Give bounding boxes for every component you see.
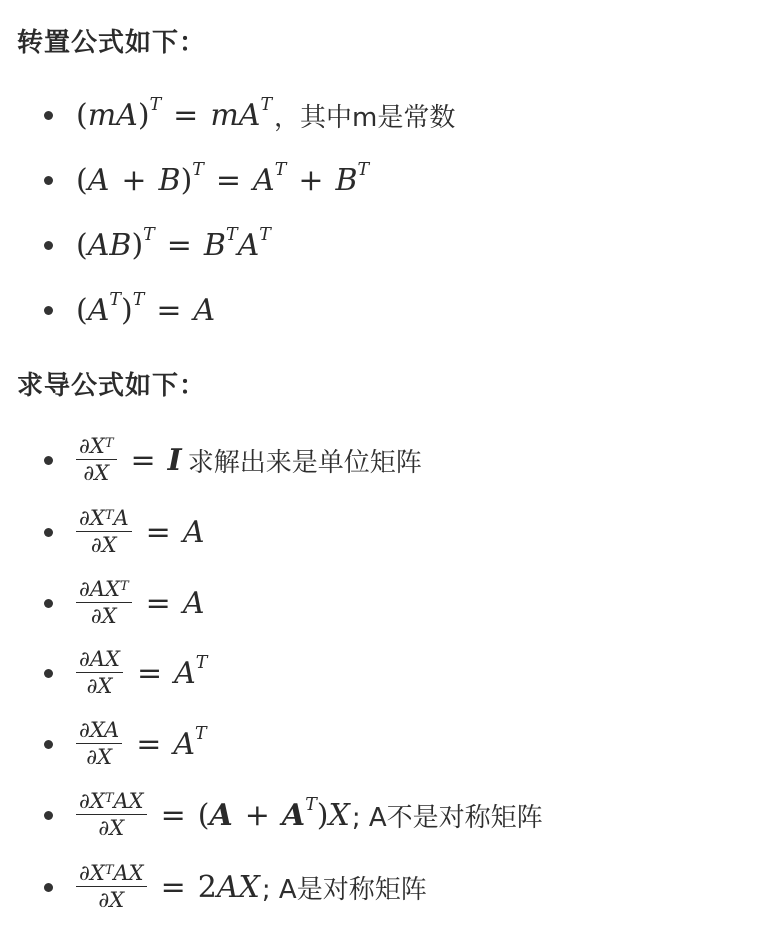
formula: ( AB ) T = B T A T <box>76 225 271 263</box>
formula-note: ; A不是对称矩阵 <box>351 802 543 833</box>
formula: ( A + B ) T = A T + B T <box>76 160 370 198</box>
list-item <box>44 85 455 145</box>
formula: $\frac{\partial AX}{\partial X}$ = A T <box>76 649 207 697</box>
list-item <box>44 502 204 562</box>
transpose-formulas-heading: 转置公式如下： <box>17 28 207 58</box>
list-item <box>44 785 543 845</box>
bullet-icon <box>44 528 53 537</box>
list-item <box>44 150 369 210</box>
list-item <box>44 215 271 275</box>
list-item <box>44 643 207 703</box>
list-item <box>44 280 215 340</box>
formula-note: ，其中m是常数 <box>274 102 456 133</box>
formula: $\frac{\partial X^TAX}{\partial X}$ = 2 AX <box>76 863 260 911</box>
formula: ( mA ) T = mA T <box>76 95 273 133</box>
bullet-icon <box>44 811 53 820</box>
list-item <box>44 573 204 633</box>
formula-note: ; A是对称矩阵 <box>261 874 427 905</box>
bullet-icon <box>44 306 53 315</box>
formula: $\frac{\partial AX^T}{\partial X}$ = A <box>76 579 204 627</box>
formula-note: 求解出来是单位矩阵 <box>187 447 422 478</box>
bullet-icon <box>44 456 53 465</box>
formula: $\frac{\partial XA}{\partial X}$ = A T <box>76 720 207 768</box>
formula: ( A T ) T = A <box>76 290 216 328</box>
bullet-icon <box>44 883 53 892</box>
bullet-icon <box>44 176 53 185</box>
bullet-icon <box>44 669 53 678</box>
formula: $\frac{\partial X^T}{\partial X}$ = I <box>76 436 182 484</box>
list-item <box>44 857 427 917</box>
bullet-icon <box>44 111 53 120</box>
derivative-formulas-heading: 求导公式如下： <box>17 371 207 401</box>
bullet-icon <box>44 740 53 749</box>
list-item <box>44 430 422 490</box>
bullet-icon <box>44 241 53 250</box>
formula: $\frac{\partial X^TA}{\partial X}$ = A <box>76 508 204 556</box>
formula: $\frac{\partial X^TAX}{\partial X}$ = ( A + A T ) X <box>76 791 350 839</box>
bullet-icon <box>44 599 53 608</box>
list-item <box>44 714 207 774</box>
